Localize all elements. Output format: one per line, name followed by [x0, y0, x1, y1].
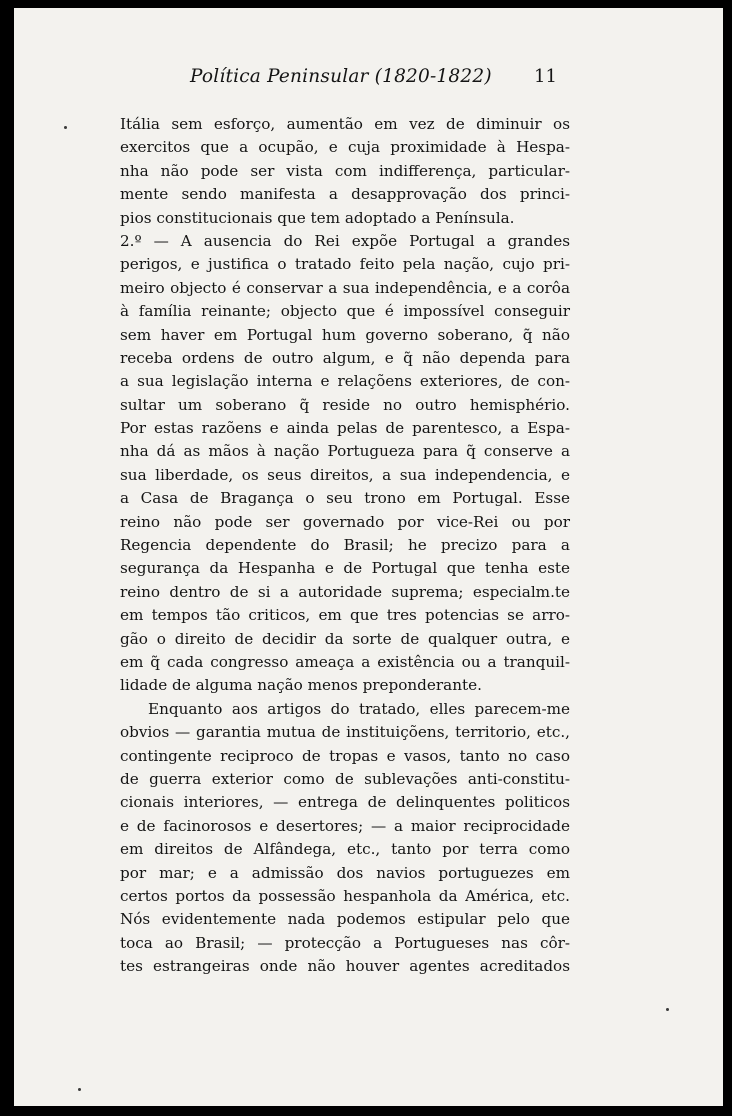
text-line: gão o direito de decidir da sorte de qualquer outra, e: [120, 629, 570, 648]
text-line: tes estrangeiras onde não houver agentes acreditados: [120, 957, 570, 976]
text-line: a sua legislação interna e relaçõens exteriores, de con-: [120, 372, 570, 391]
page-header: [14, 66, 723, 96]
text-line: sem haver em Portugal hum governo soberano, q̃ não: [120, 325, 570, 344]
text-line: obvios — garantia mutua de instituiçõens, territorio, etc.,: [120, 723, 570, 742]
text-line: meiro objecto é conservar a sua independência, e a corôa: [120, 278, 570, 297]
text-line: perigos, e justifica o tratado feito pela nação, cujo pri-: [120, 255, 570, 274]
text-line: Enquanto aos artigos do tratado, elles parecem-me: [148, 699, 570, 718]
text-line: exercitos que a ocupão, e cuja proximidade à Hespa-: [120, 138, 570, 157]
text-line: de guerra exterior como de sublevações anti-constitu-: [120, 769, 570, 788]
text-line: 2.º — A ausencia do Rei expõe Portugal a grandes: [120, 231, 570, 250]
text-line: reino dentro de si a autoridade suprema; especialm.te: [120, 582, 570, 601]
text-line: mente sendo manifesta a desapprovação dos princi-: [120, 185, 570, 204]
text-line: Regencia dependente do Brasil; he precizo para a: [120, 536, 570, 555]
text-line: contingente reciproco de tropas e vasos, tanto no caso: [120, 746, 570, 765]
text-line: nha dá as mãos à nação Portugueza para q̃ conserve a: [120, 442, 570, 461]
text-line: Por estas razõens e ainda pelas de parentesco, a Espa-: [120, 419, 570, 438]
running-title: Política Peninsular (1820-1822): [190, 66, 492, 87]
text-line: pios constitucionais que tem adoptado a Península.: [120, 208, 515, 227]
text-line: e de facinorosos e desertores; — a maior reciprocidade: [120, 816, 570, 835]
scan-speck: [64, 126, 67, 129]
text-line: a Casa de Bragança o seu trono em Portugal. Esse: [120, 489, 570, 508]
text-line: em direitos de Alfândega, etc., tanto por terra como: [120, 840, 570, 859]
book-page: [14, 8, 723, 1106]
text-line: reino não pode ser governado por vice-Rei ou por: [120, 512, 570, 531]
text-line: em tempos tão criticos, em que tres potencias se arro-: [120, 606, 570, 625]
scan-speck: [78, 1088, 81, 1091]
text-line: em q̃ cada congresso ameaça a existência ou a tranquil-: [120, 652, 570, 671]
body-text: [120, 113, 570, 978]
text-line: Itália sem esforço, aumentão em vez de diminuir os: [120, 115, 570, 133]
text-line: por mar; e a admissão dos navios portuguezes em: [120, 863, 570, 882]
text-line: à família reinante; objecto que é impossível conseguir: [120, 302, 570, 321]
text-line: nha não pode ser vista com indifferença, particular-: [120, 161, 570, 180]
text-line: cionais interiores, — entrega de delinquentes politicos: [120, 793, 570, 812]
text-line: certos portos da possessão hespanhola da América, etc.: [120, 886, 570, 905]
scan-speck: [666, 1008, 669, 1011]
page-number: 11: [534, 66, 557, 87]
text-line: toca ao Brasil; — protecção a Portugueses nas côr-: [120, 933, 570, 952]
text-line: Nós evidentemente nada podemos estipular pelo que: [120, 910, 570, 929]
text-line: sua liberdade, os seus direitos, a sua independencia, e: [120, 465, 570, 484]
text-line: receba ordens de outro algum, e q̃ não dependa para: [120, 348, 570, 367]
text-line: segurança da Hespanha e de Portugal que tenha este: [120, 559, 570, 578]
text-line: lidade de alguma nação menos preponderante.: [120, 676, 482, 695]
text-line: sultar um soberano q̃ reside no outro hemisphério.: [120, 395, 570, 414]
